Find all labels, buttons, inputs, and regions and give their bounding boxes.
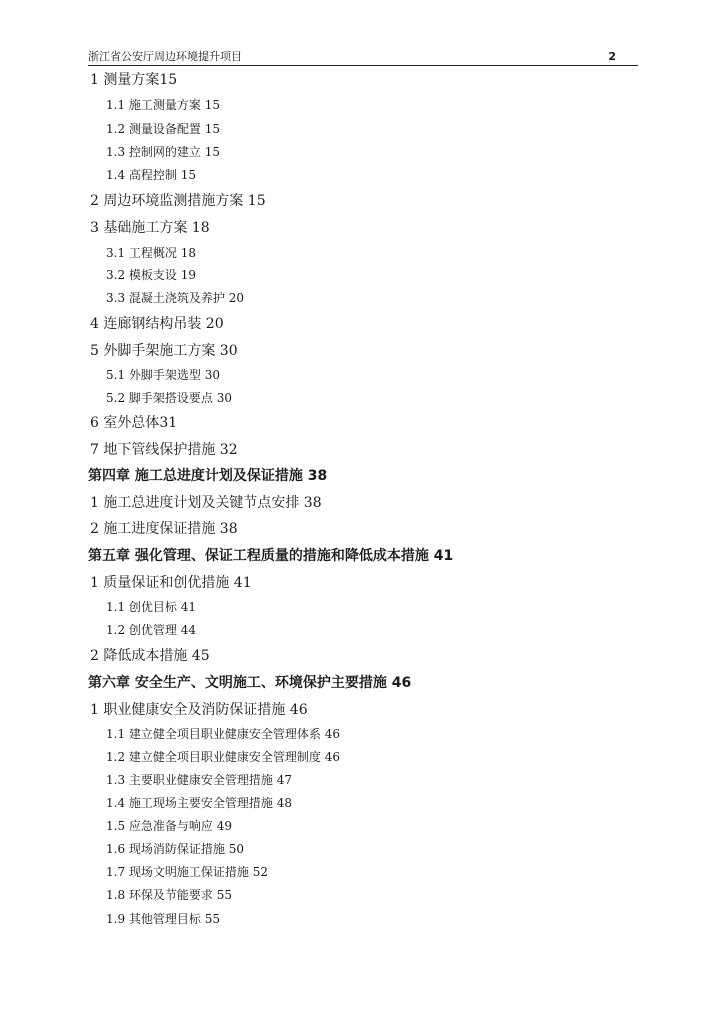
toc-entry[interactable]: 3 基础施工方案 18: [90, 220, 210, 236]
toc-subentry[interactable]: 1.1 施工测量方案 15: [106, 98, 220, 112]
toc-subentry[interactable]: 1.4 高程控制 15: [106, 168, 196, 182]
toc-entry[interactable]: 1 职业健康安全及消防保证措施 46: [90, 702, 308, 718]
toc-chapter[interactable]: 第四章 施工总进度计划及保证措施 38: [88, 468, 328, 484]
toc-subentry[interactable]: 1.2 创优管理 44: [106, 623, 196, 637]
toc-subentry[interactable]: 1.2 测量设备配置 15: [106, 122, 220, 136]
toc-subentry[interactable]: 1.3 主要职业健康安全管理措施 47: [106, 773, 292, 787]
toc-entry[interactable]: 1 施工总进度计划及关键节点安排 38: [90, 495, 322, 511]
toc-subentry[interactable]: 1.8 环保及节能要求 55: [106, 888, 232, 902]
toc-entry[interactable]: 4 连廊钢结构吊装 20: [90, 316, 224, 332]
toc-subentry[interactable]: 1.7 现场文明施工保证措施 52: [106, 865, 268, 879]
toc-entry[interactable]: 2 施工进度保证措施 38: [90, 521, 238, 537]
toc-subentry[interactable]: 5.2 脚手架搭设要点 30: [106, 391, 232, 405]
toc-subentry[interactable]: 1.5 应急准备与响应 49: [106, 819, 232, 833]
page-number: 2: [608, 50, 616, 63]
toc-subentry[interactable]: 1.1 建立健全项目职业健康安全管理体系 46: [106, 727, 340, 741]
toc-subentry[interactable]: 3.3 混凝土浇筑及养护 20: [106, 291, 244, 305]
toc-subentry[interactable]: 3.1 工程概况 18: [106, 246, 196, 260]
header-title: 浙江省公安厅周边环境提升项目: [88, 50, 242, 63]
toc-subentry[interactable]: 1.9 其他管理目标 55: [106, 912, 220, 926]
toc-entry[interactable]: 6 室外总体31: [90, 415, 178, 431]
toc-chapter[interactable]: 第五章 强化管理、保证工程质量的措施和降低成本措施 41: [88, 548, 454, 564]
toc-entry[interactable]: 2 周边环境监测措施方案 15: [90, 193, 266, 209]
toc-subentry[interactable]: 3.2 模板支设 19: [106, 268, 196, 282]
toc-subentry[interactable]: 1.4 施工现场主要安全管理措施 48: [106, 796, 292, 810]
toc-subentry[interactable]: 1.1 创优目标 41: [106, 600, 196, 614]
toc-entry[interactable]: 5 外脚手架施工方案 30: [90, 343, 238, 359]
toc-entry[interactable]: 2 降低成本措施 45: [90, 648, 210, 664]
toc-chapter[interactable]: 第六章 安全生产、文明施工、环境保护主要措施 46: [88, 675, 412, 691]
toc-subentry[interactable]: 1.2 建立健全项目职业健康安全管理制度 46: [106, 750, 340, 764]
toc-subentry[interactable]: 1.6 现场消防保证措施 50: [106, 842, 244, 856]
toc-entry[interactable]: 1 测量方案15: [90, 72, 178, 88]
toc-subentry[interactable]: 5.1 外脚手架选型 30: [106, 368, 220, 382]
toc-entry[interactable]: 1 质量保证和创优措施 41: [90, 575, 252, 591]
toc-entry[interactable]: 7 地下管线保护措施 32: [90, 442, 238, 458]
toc-subentry[interactable]: 1.3 控制网的建立 15: [106, 145, 220, 159]
